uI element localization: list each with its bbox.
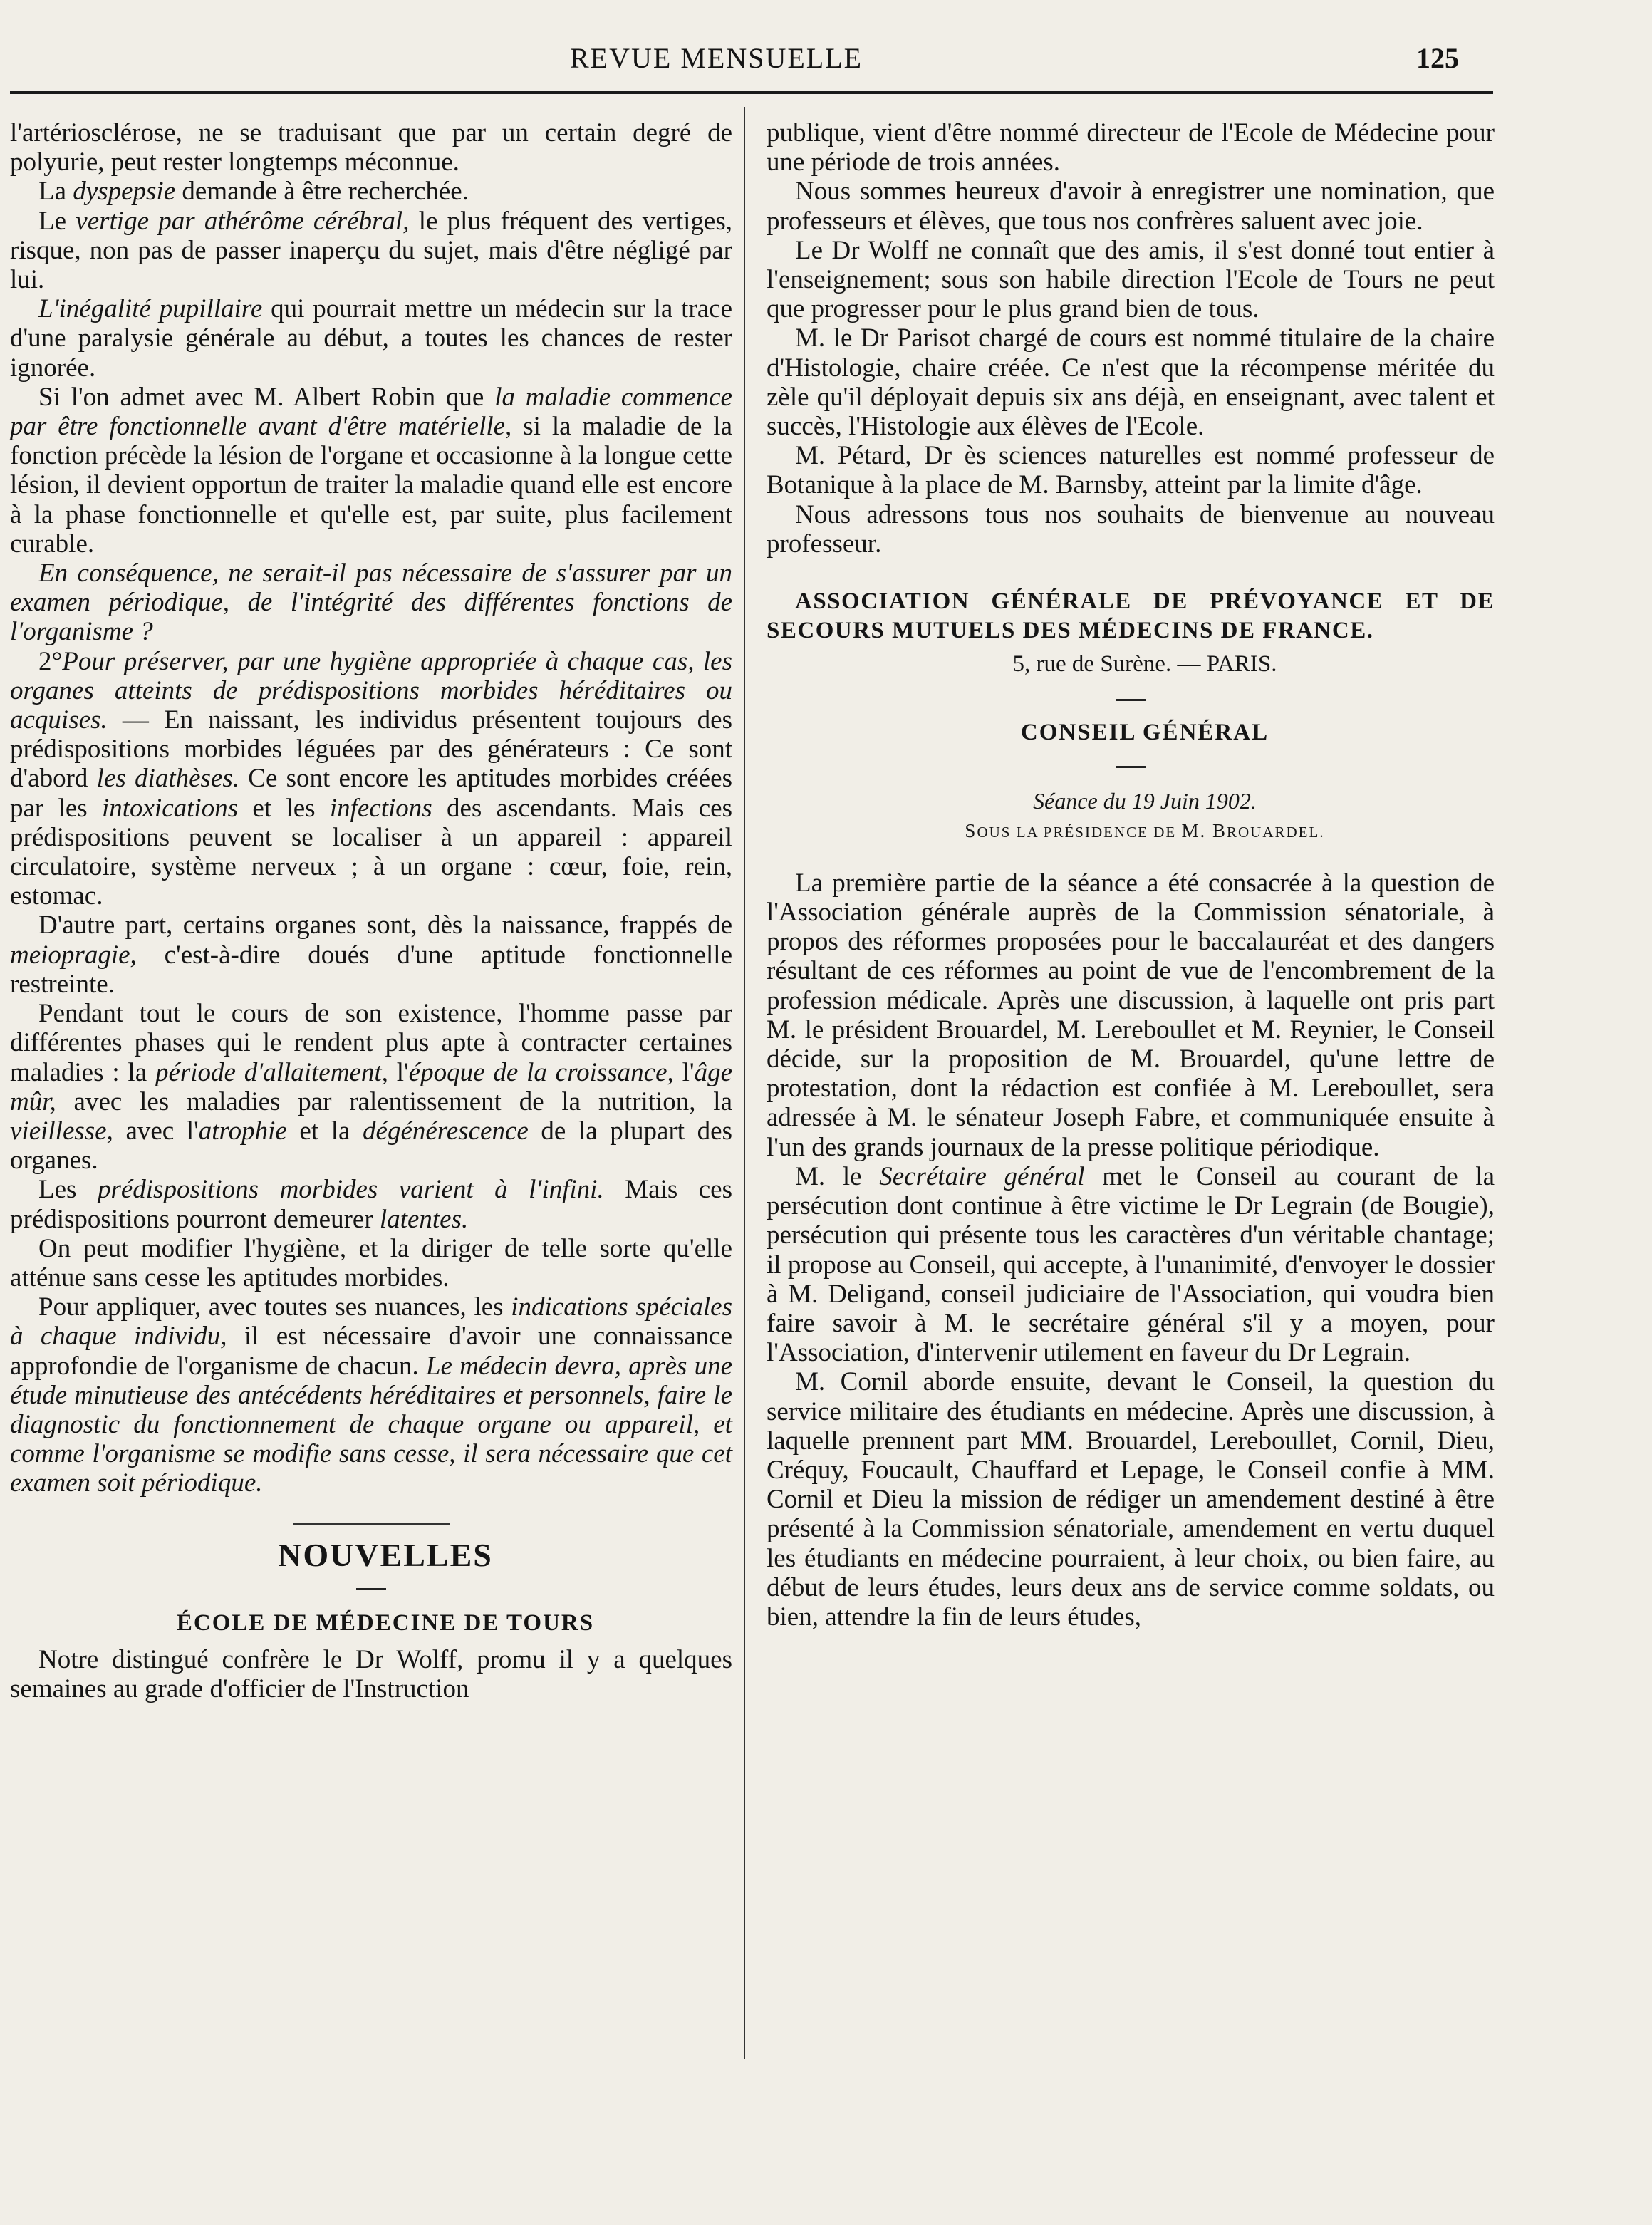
- paragraph: M. le Dr Parisot chargé de cours est nommé titulaire de la chaire d'Histologie, chaire créée. Ce n'est que la récompense méritée du zèle qu'il déployait depuis six ans déjà, en enseignant, avec talent et succès, l'Histologie aux élèves de l'Ecole.: [767, 323, 1495, 442]
- paragraph: La dyspepsie demande à être recherchée.: [38, 177, 469, 207]
- paragraph: M. Pétard, Dr ès sciences naturelles est nommé professeur de Botanique à la place de M. Barnsby, atteint par la limite d'âge.: [767, 441, 1495, 500]
- paragraph: D'autre part, certains organes sont, dès la naissance, frappés de meiopragie, c'est-à-dire doués d'une aptitude fonctionnelle restreinte.: [10, 911, 732, 999]
- seance-date: Séance du 19 Juin 1902.: [1033, 788, 1257, 814]
- paragraph: Nous adressons tous nos souhaits de bienvenue au nouveau professeur.: [767, 499, 1495, 559]
- ecole-title: ÉCOLE DE MÉDECINE DE TOURS: [176, 1609, 595, 1636]
- paragraph: Pour appliquer, avec toutes ses nuances, les indications spéciales à chaque individu, il est nécessaire d'avoir une connaissance approfondie de l'organisme de chacun. Le médecin devra, après une étude minutieuse des antécédents héréditaires et personnels, faire le diagnostic du fonctionnement de chaque organe ou appareil, et comme l'organisme se modifie sans cesse, il sera nécessaire que cet examen soit périodique.: [10, 1292, 733, 1498]
- paragraph: Nous sommes heureux d'avoir à enregistrer une nomination, que professeurs et élèves, que tous nos confrères saluent avec joie.: [767, 177, 1495, 236]
- header-rule: [10, 91, 1493, 94]
- paragraph: Les prédispositions morbides varient à l'infini. Mais ces prédispositions pourront demeurer latentes.: [10, 1175, 732, 1234]
- paragraph: M. le Secrétaire général met le Conseil au courant de la persécution dont continue à être victime le Dr Legrain (de Bougie), persécution qui présente tous les caractères d'un véritable chantage; il propose au Conseil, qui accepte, à l'unanimité, d'envoyer le dossier à M. Deligand, conseil judiciaire de l'Association, qui voudra bien faire savoir à M. le secrétaire général s'il y a moyen, pour l'Association, d'intervenir utilement en faveur du Dr Legrain.: [767, 1161, 1495, 1368]
- paragraph: L'inégalité pupillaire qui pourrait mettre un médecin sur la trace d'une paralysie générale au début, a toutes les chances de rester ignorée.: [10, 294, 732, 383]
- presidence-line: SOUS LA PRÉSIDENCE DE M. BROUARDEL.: [965, 819, 1325, 841]
- conseil-title: CONSEIL GÉNÉRAL: [1020, 720, 1269, 746]
- association-title: ASSOCIATION GÉNÉRALE DE PRÉVOYANCE ET DE SECOURS MUTUELS DES MÉDECINS DE FRANCE.: [767, 588, 1495, 644]
- page-number: 125: [1416, 42, 1459, 74]
- paragraph: publique, vient d'être nommé directeur de l'Ecole de Médecine pour une période de trois années.: [767, 118, 1495, 177]
- paragraph: Pendant tout le cours de son existence, l'homme passe par différentes phases qui le rendent plus apte à contracter certaines maladies : la période d'allaitement, l'époque de la croissance, l'âge mûr, avec les maladies par ralentissement de la nutrition, la vieillesse, avec l'atrophie et la dégénérescence de la plupart des organes.: [10, 999, 732, 1176]
- paragraph: M. Cornil aborde ensuite, devant le Conseil, la question du service militaire des étudiants en médecine. Après une discussion, à laquelle prennent part MM. Brouardel, Lereboullet, Cornil, Dieu, Créquy, Foucault, Chauffard et Lepage, le Conseil confie à MM. Cornil et Dieu la mission de rédiger un amendement destiné à être présenté à la Commission sénatoriale, amendement en vertu duquel les étudiants en médecine pourraient, à leur choix, ou bien faire, au début de leurs études, leurs deux ans de service comme soldats, ou bien, attendre la fin de leurs études,: [767, 1367, 1495, 1632]
- right-column: [767, 118, 1495, 1632]
- running-title: REVUE MENSUELLE: [570, 42, 863, 74]
- paragraph: Si l'on admet avec M. Albert Robin que la maladie commence par être fonctionnelle avant d'être matérielle, si la maladie de la fonction précède la lésion de l'organe et occasionne à la longue cette lésion, il devient opportun de traiter la maladie quand elle est encore à la phase fonctionnelle et qu'elle est, par suite, plus facilement curable.: [10, 382, 732, 559]
- paragraph: l'artériosclérose, ne se traduisant que par un certain degré de polyurie, peut rester longtemps méconnue.: [10, 118, 732, 177]
- paragraph: La première partie de la séance a été consacrée à la question de l'Association générale auprès de la Commission sénatoriale, à propos des réformes proposées pour le baccalauréat et des dangers résultant de ces réformes au point de vue de l'encombrement de la profession médicale. Après une discussion, à laquelle ont pris part M. le président Brouardel, M. Lereboullet et M. Reynier, le Conseil décide, sur la proposition de M. Brouardel, qu'une lettre de protestation, dont la rédaction est confiée à M. Lereboullet, sera adressée à M. le sénateur Joseph Fabre, et communiquée ensuite à l'un des grands journaux de la presse politique périodique.: [767, 868, 1495, 1162]
- paragraph: On peut modifier l'hygiène, et la diriger de telle sorte qu'elle atténue sans cesse les aptitudes morbides.: [10, 1233, 732, 1292]
- paragraph: Le Dr Wolff ne connaît que des amis, il s'est donné tout entier à l'enseignement; sous son habile direction l'Ecole de Tours ne peut que progresser pour le plus grand bien de tous.: [767, 235, 1495, 324]
- running-head: [0, 41, 1652, 84]
- paragraph: 2°Pour préserver, par une hygiène appropriée à chaque cas, les organes atteints de prédispositions morbides héréditaires ou acquises. — En naissant, les individus présentent toujours des prédispositions morbides léguées par des générateurs : Ce sont d'abord les diathèses. Ce sont encore les aptitudes morbides créées par les intoxications et les infections des ascendants. Mais ces prédispositions peuvent se localiser à un appareil : appareil circulatoire, système nerveux ; à un organe : cœur, foie, rein, estomac.: [10, 646, 732, 911]
- paragraph: Le vertige par athérôme cérébral, le plus fréquent des vertiges, risque, non pas de passer inaperçu du sujet, mais d'être négligé par lui.: [10, 206, 732, 295]
- paragraph: En conséquence, ne serait-il pas nécessaire de s'assurer par un examen périodique, de l'intégrité des différentes fonctions de l'organisme ?: [10, 559, 732, 647]
- association-address: 5, rue de Surène. — PARIS.: [1012, 651, 1277, 678]
- nouvelles-title: NOUVELLES: [278, 1536, 493, 1573]
- paragraph: Notre distingué confrère le Dr Wolff, promu il y a quelques semaines au grade d'officier de l'Instruction: [10, 1644, 732, 1704]
- left-column: [10, 118, 732, 1703]
- column-divider: [744, 107, 745, 2059]
